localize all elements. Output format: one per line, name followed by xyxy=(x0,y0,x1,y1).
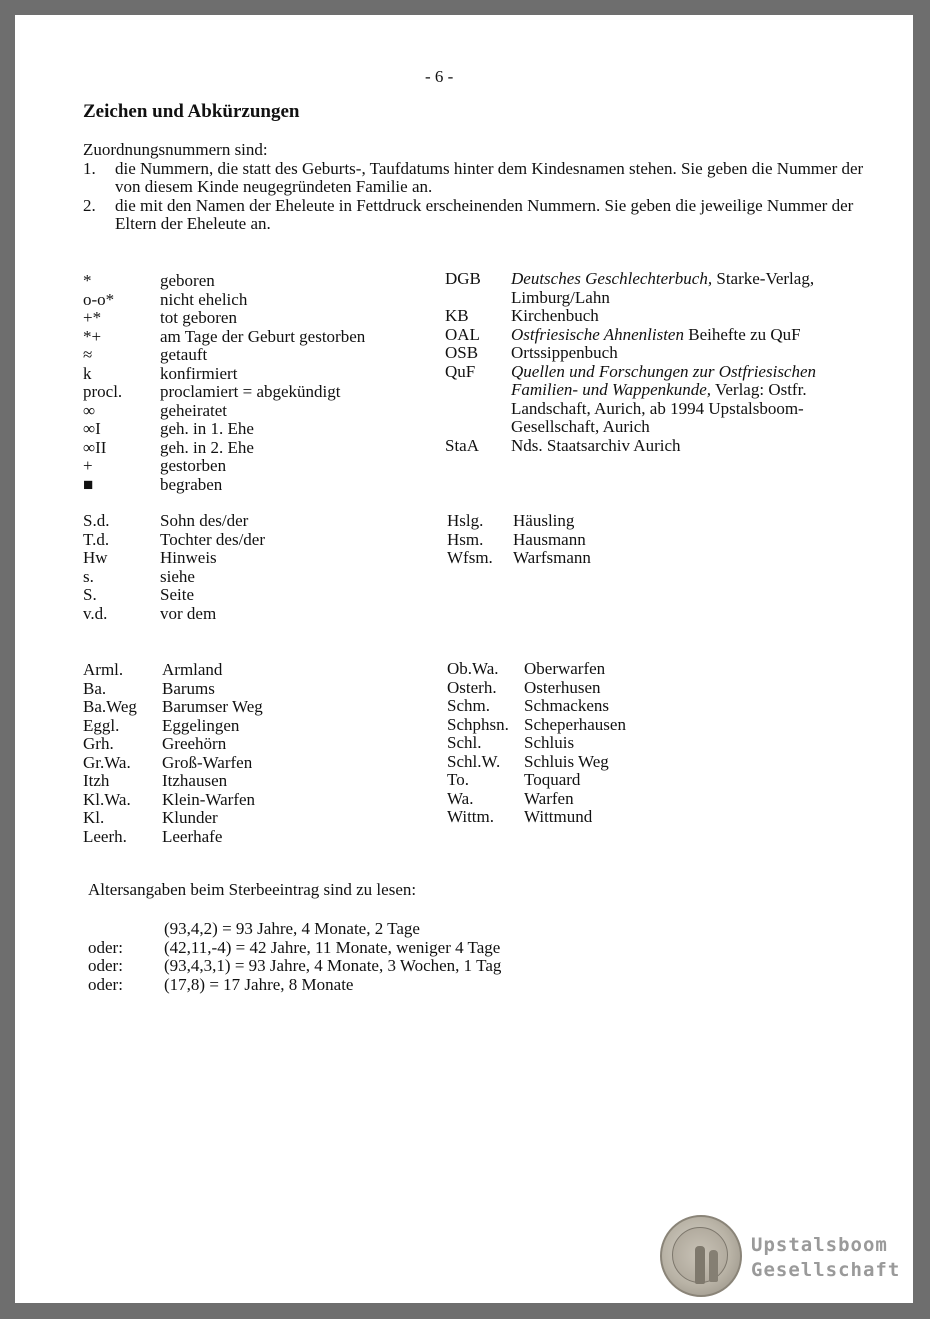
list-item xyxy=(83,717,263,736)
list-item xyxy=(83,568,265,587)
abbr: ∞ xyxy=(83,400,96,420)
list-item xyxy=(445,326,816,345)
meaning: Schluis Weg xyxy=(524,751,609,771)
meaning: Schmackens xyxy=(524,696,609,715)
meaning: proclamiert = abgekündigt xyxy=(160,382,341,401)
intro-item xyxy=(83,197,873,234)
abbr: Schl. xyxy=(447,733,482,752)
meaning: vor dem xyxy=(160,603,217,623)
meaning: Warfen xyxy=(524,788,574,808)
list-item xyxy=(83,439,365,458)
abbr: *+ xyxy=(83,326,102,346)
abbr: oder: xyxy=(88,974,123,994)
abbr: Hsm. xyxy=(447,529,484,549)
meaning: Greehörn xyxy=(162,734,227,753)
list-item xyxy=(445,381,816,400)
list-item xyxy=(445,307,816,326)
abbr: Wa. xyxy=(447,788,474,808)
list-item xyxy=(445,418,816,437)
meaning: siehe xyxy=(160,566,195,586)
abbr: Grh. xyxy=(83,734,114,753)
abbr: Ba.Weg xyxy=(83,697,137,716)
meaning: Deutsches Geschlechterbuch, Starke-Verlag, xyxy=(511,269,815,288)
meaning: Groß-Warfen xyxy=(162,752,253,772)
list-item xyxy=(83,457,365,476)
meaning: tot geboren xyxy=(160,308,237,327)
list-item xyxy=(445,400,816,419)
meaning: (93,4,2) = 93 Jahre, 4 Monate, 2 Tage xyxy=(164,919,420,938)
abbr: Ob.Wa. xyxy=(447,659,499,678)
meaning: Hinweis xyxy=(160,548,217,567)
meaning: geheiratet xyxy=(160,400,228,420)
abbr: k xyxy=(83,363,92,383)
list-item xyxy=(83,383,365,402)
list-item xyxy=(447,660,626,679)
list-item xyxy=(447,790,626,809)
meaning-continued: Limburg/Lahn xyxy=(511,287,610,307)
list-item xyxy=(83,346,365,365)
list-item xyxy=(83,698,263,717)
meaning: begraben xyxy=(160,474,223,494)
meaning: Armland xyxy=(162,660,223,679)
meaning: Warfsmann xyxy=(513,548,591,567)
meaning: (93,4,3,1) = 93 Jahre, 4 Monate, 3 Wochen, 1 Tag xyxy=(164,956,502,975)
meaning: Sohn des/der xyxy=(160,511,249,530)
abbr: S.d. xyxy=(83,511,110,530)
list-item xyxy=(445,437,816,456)
list-item xyxy=(83,402,365,421)
abbr: Hslg. xyxy=(447,511,484,530)
abbr: ■ xyxy=(83,474,94,494)
abbr: T.d. xyxy=(83,529,110,549)
abbr: Schphsn. xyxy=(447,714,509,734)
abbr: * xyxy=(83,271,92,290)
list-item xyxy=(83,661,263,680)
abbr: Gr.Wa. xyxy=(83,752,131,772)
list-item xyxy=(83,809,263,828)
list-item xyxy=(83,605,265,624)
meaning: am Tage der Geburt gestorben xyxy=(160,326,366,346)
meaning: Tochter des/der xyxy=(160,529,266,549)
page-title: Zeichen und Abkürzungen xyxy=(83,101,300,122)
brand-line-1: Upstalsboom xyxy=(751,1234,888,1256)
meaning: Oberwarfen xyxy=(524,659,606,678)
list-item xyxy=(445,344,816,363)
meaning-continued: Gesellschaft, Aurich xyxy=(511,417,650,436)
meaning: Kirchenbuch xyxy=(511,306,599,325)
list-item xyxy=(447,734,626,753)
meaning: geh. in 1. Ehe xyxy=(160,419,254,438)
abbr: oder: xyxy=(88,956,123,975)
list-item xyxy=(83,291,365,310)
meaning: Toquard xyxy=(524,770,581,789)
meaning: gestorben xyxy=(160,456,227,475)
abbr: Ba. xyxy=(83,678,107,698)
list-item xyxy=(447,808,626,827)
list-item xyxy=(447,753,626,772)
meaning: getauft xyxy=(160,345,208,364)
seal-logo xyxy=(660,1215,742,1297)
abbr: S. xyxy=(83,585,97,604)
intro-list xyxy=(83,160,873,234)
brand-watermark xyxy=(751,1233,900,1283)
intro-lead: Zuordnungsnummern sind: xyxy=(83,140,268,159)
meaning: geh. in 2. Ehe xyxy=(160,437,254,457)
meaning-continued: Landschaft, Aurich, ab 1994 Upstalsboom- xyxy=(511,398,804,418)
meaning: Nds. Staatsarchiv Aurich xyxy=(511,435,681,455)
meaning: Scheperhausen xyxy=(524,714,626,734)
meaning: nicht ehelich xyxy=(160,289,248,309)
meaning: Seite xyxy=(160,585,194,604)
document-page xyxy=(15,15,913,1303)
page-number: - 6 - xyxy=(425,67,454,86)
abbr: Eggl. xyxy=(83,715,120,735)
list-item xyxy=(83,586,265,605)
abbr: ∞II xyxy=(83,437,107,457)
intro-item-text: die mit den Namen der Eheleute in Fettdruck erscheinenden Nummern. Sie geben die jeweilige Nummer der Eltern der Eheleute an. xyxy=(115,195,854,233)
meaning: Klunder xyxy=(162,808,218,827)
meaning: (42,11,-4) = 42 Jahre, 11 Monate, weniger 4 Tage xyxy=(164,937,501,957)
abbr: To. xyxy=(447,770,469,789)
meaning: Barumser Weg xyxy=(162,697,263,716)
sources-list xyxy=(445,270,816,455)
abbr: Schl.W. xyxy=(447,751,501,771)
meaning: Häusling xyxy=(513,511,575,530)
meaning: Hausmann xyxy=(513,529,586,549)
intro-section xyxy=(83,141,873,234)
list-item xyxy=(447,531,591,550)
relations-list-right xyxy=(447,512,591,568)
places-list-right xyxy=(447,660,626,827)
intro-item-number: 1. xyxy=(83,158,96,178)
intro-item xyxy=(83,160,873,197)
list-item xyxy=(83,754,263,773)
list-item xyxy=(447,679,626,698)
meaning: Ostfriesische Ahnenlisten Beihefte zu QuF xyxy=(511,324,801,344)
list-item xyxy=(88,939,501,958)
abbr: o-o* xyxy=(83,289,115,309)
meaning: geboren xyxy=(160,271,215,290)
age-examples xyxy=(88,920,501,994)
meaning: Osterhusen xyxy=(524,677,601,697)
abbr xyxy=(88,920,164,939)
list-item xyxy=(83,365,365,384)
list-item xyxy=(88,976,501,995)
meaning-continued: Familien- und Wappenkunde, Verlag: Ostfr. xyxy=(511,380,807,399)
abbr: DGB xyxy=(445,269,481,288)
abbr: OAL xyxy=(445,324,480,344)
brand-line-2: Gesellschaft xyxy=(751,1259,901,1281)
abbr: + xyxy=(83,456,93,475)
list-item xyxy=(447,716,626,735)
list-item xyxy=(83,680,263,699)
meaning: Klein-Warfen xyxy=(162,789,256,809)
list-item xyxy=(447,512,591,531)
abbr: Kl.Wa. xyxy=(83,789,131,809)
places-list xyxy=(83,661,263,846)
abbr: s. xyxy=(83,566,94,586)
meaning: Itzhausen xyxy=(162,771,228,790)
abbr: KB xyxy=(445,306,469,325)
abbr: Leerh. xyxy=(83,826,127,846)
list-item xyxy=(447,549,591,568)
abbr: OSB xyxy=(445,343,479,362)
list-item xyxy=(83,549,265,568)
list-item xyxy=(445,270,816,289)
list-item xyxy=(83,309,365,328)
abbr: Kl. xyxy=(83,808,105,827)
abbr: procl. xyxy=(83,382,123,401)
meaning: Wittmund xyxy=(524,807,593,826)
symbols-list xyxy=(83,272,365,494)
list-item xyxy=(83,828,263,847)
list-item xyxy=(447,771,626,790)
abbr: ≈ xyxy=(83,345,93,364)
intro-item-number: 2. xyxy=(83,195,96,215)
list-item xyxy=(88,920,501,939)
list-item xyxy=(83,772,263,791)
abbr: QuF xyxy=(445,361,476,381)
list-item xyxy=(83,735,263,754)
list-item xyxy=(83,791,263,810)
abbr: Arml. xyxy=(83,660,124,679)
list-item xyxy=(83,512,265,531)
list-item xyxy=(447,697,626,716)
meaning: Leerhafe xyxy=(162,826,223,846)
meaning: Eggelingen xyxy=(162,715,240,735)
meaning: (17,8) = 17 Jahre, 8 Monate xyxy=(164,974,354,994)
abbr: StaA xyxy=(445,435,479,455)
meaning: Barums xyxy=(162,678,215,698)
abbr: Hw xyxy=(83,548,108,567)
list-item xyxy=(83,272,365,291)
list-item xyxy=(83,531,265,550)
abbr: Wittm. xyxy=(447,807,495,826)
abbr: Itzh xyxy=(83,771,110,790)
intro-item-text: die Nummern, die statt des Geburts-, Taufdatums hinter dem Kindesnamen stehen. Sie geben die Nummer der von diesem Kinde neugegründeten Familie an. xyxy=(115,158,864,196)
list-item xyxy=(445,363,816,382)
age-heading: Altersangaben beim Sterbeeintrag sind zu lesen: xyxy=(88,880,417,899)
list-item xyxy=(88,957,501,976)
list-item xyxy=(445,289,816,308)
abbr: ∞I xyxy=(83,419,101,438)
list-item xyxy=(83,328,365,347)
abbr: v.d. xyxy=(83,603,108,623)
list-item xyxy=(83,420,365,439)
meaning: Schluis xyxy=(524,733,575,752)
abbr: +* xyxy=(83,308,102,327)
abbr: Schm. xyxy=(447,696,490,715)
meaning: Quellen und Forschungen zur Ostfriesischen xyxy=(511,361,817,381)
meaning: konfirmiert xyxy=(160,363,238,383)
abbr: oder: xyxy=(88,937,123,957)
meaning: Ortssippenbuch xyxy=(511,343,618,362)
list-item xyxy=(83,476,365,495)
abbr: Wfsm. xyxy=(447,548,493,567)
relations-list xyxy=(83,512,265,623)
abbr: Osterh. xyxy=(447,677,497,697)
